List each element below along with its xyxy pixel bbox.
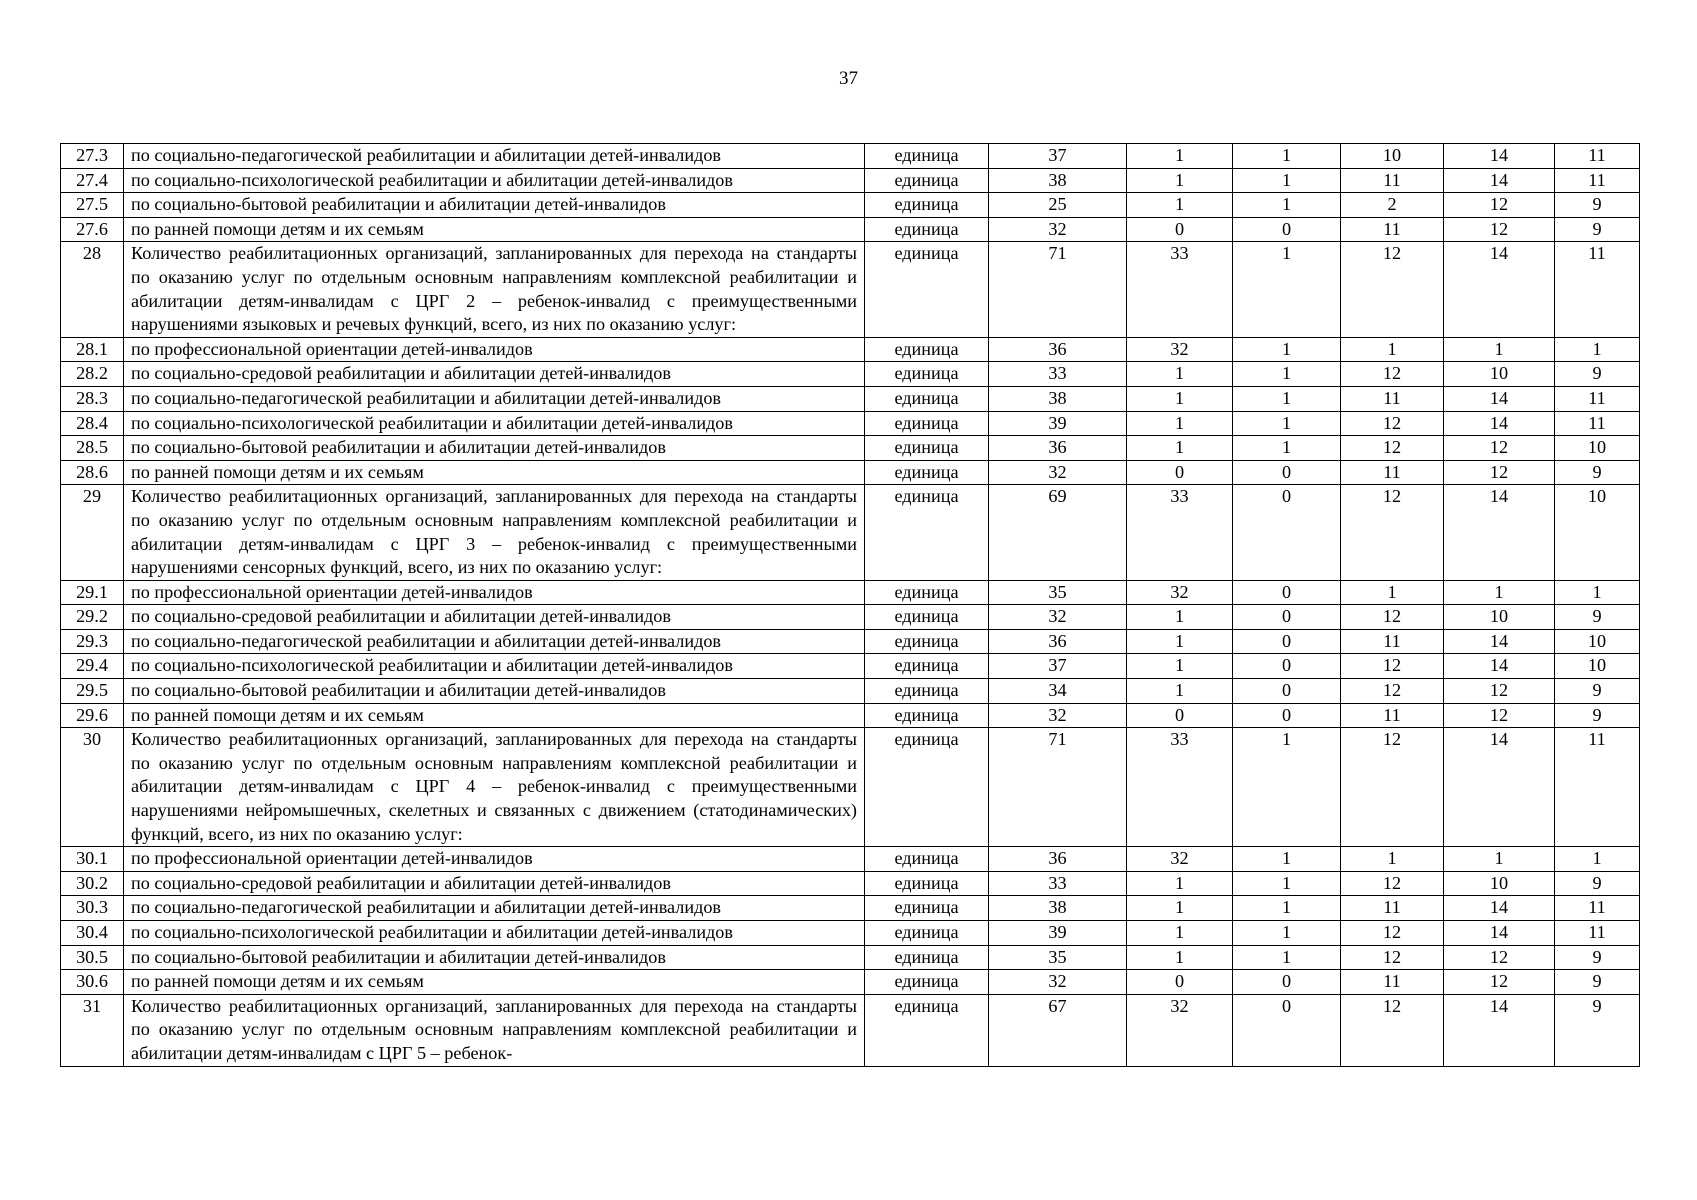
row-number: 29.5 xyxy=(61,679,124,704)
value-cell: 1 xyxy=(1233,896,1341,921)
value-cell: 1 xyxy=(1127,654,1233,679)
value-cell: 12 xyxy=(1341,728,1444,847)
row-number: 29 xyxy=(61,485,124,580)
table-row xyxy=(61,871,1640,896)
value-cell: 32 xyxy=(989,970,1127,995)
table-row xyxy=(61,728,1640,847)
table-row xyxy=(61,193,1640,218)
value-cell: 12 xyxy=(1341,411,1444,436)
unit-cell: единица xyxy=(865,629,989,654)
value-cell: 36 xyxy=(989,847,1127,872)
value-cell: 11 xyxy=(1341,217,1444,242)
value-cell: 12 xyxy=(1341,485,1444,580)
indicator-name: по ранней помощи детям и их семьям xyxy=(124,703,865,728)
value-cell: 32 xyxy=(1127,580,1233,605)
value-cell: 11 xyxy=(1555,411,1640,436)
value-cell: 1 xyxy=(1127,168,1233,193)
row-number: 30.6 xyxy=(61,970,124,995)
value-cell: 1 xyxy=(1233,144,1341,169)
row-number: 27.4 xyxy=(61,168,124,193)
value-cell: 67 xyxy=(989,994,1127,1066)
value-cell: 34 xyxy=(989,679,1127,704)
value-cell: 11 xyxy=(1555,921,1640,946)
row-number: 30.3 xyxy=(61,896,124,921)
row-number: 27.5 xyxy=(61,193,124,218)
value-cell: 0 xyxy=(1233,703,1341,728)
indicator-name: по социально-бытовой реабилитации и абилитации детей-инвалидов xyxy=(124,436,865,461)
value-cell: 1 xyxy=(1127,679,1233,704)
value-cell: 32 xyxy=(1127,994,1233,1066)
value-cell: 36 xyxy=(989,629,1127,654)
value-cell: 11 xyxy=(1555,242,1640,337)
value-cell: 0 xyxy=(1127,970,1233,995)
value-cell: 33 xyxy=(989,871,1127,896)
value-cell: 1 xyxy=(1233,921,1341,946)
indicator-name: по социально-психологической реабилитации и абилитации детей-инвалидов xyxy=(124,921,865,946)
row-number: 27.6 xyxy=(61,217,124,242)
unit-cell: единица xyxy=(865,168,989,193)
table-row xyxy=(61,654,1640,679)
value-cell: 1 xyxy=(1127,436,1233,461)
value-cell: 33 xyxy=(1127,242,1233,337)
value-cell: 1 xyxy=(1127,945,1233,970)
value-cell: 14 xyxy=(1444,168,1555,193)
value-cell: 32 xyxy=(989,460,1127,485)
value-cell: 1 xyxy=(1127,411,1233,436)
value-cell: 35 xyxy=(989,945,1127,970)
value-cell: 12 xyxy=(1341,242,1444,337)
value-cell: 14 xyxy=(1444,629,1555,654)
table-row xyxy=(61,580,1640,605)
unit-cell: единица xyxy=(865,485,989,580)
value-cell: 1 xyxy=(1127,144,1233,169)
value-cell: 11 xyxy=(1555,144,1640,169)
value-cell: 1 xyxy=(1233,193,1341,218)
value-cell: 25 xyxy=(989,193,1127,218)
value-cell: 10 xyxy=(1444,871,1555,896)
value-cell: 1 xyxy=(1341,337,1444,362)
indicator-name: по социально-средовой реабилитации и абилитации детей-инвалидов xyxy=(124,362,865,387)
value-cell: 11 xyxy=(1341,460,1444,485)
unit-cell: единица xyxy=(865,679,989,704)
value-cell: 71 xyxy=(989,728,1127,847)
row-number: 29.2 xyxy=(61,605,124,630)
row-number: 29.6 xyxy=(61,703,124,728)
indicator-name: Количество реабилитационных организаций, запланированных для перехода на стандарты по оказанию услуг по отдельным основным направлениям комплексной реабилитации и абилитации детям-инвалидам с ЦРГ 3 – ребенок-инвалид с преимущественными нарушениями сенсорных функций, всего, из них по оказанию услуг: xyxy=(124,485,865,580)
value-cell: 12 xyxy=(1444,970,1555,995)
value-cell: 1 xyxy=(1444,580,1555,605)
unit-cell: единица xyxy=(865,460,989,485)
value-cell: 37 xyxy=(989,654,1127,679)
table-row xyxy=(61,144,1640,169)
value-cell: 33 xyxy=(989,362,1127,387)
unit-cell: единица xyxy=(865,871,989,896)
unit-cell: единица xyxy=(865,580,989,605)
indicator-name: Количество реабилитационных организаций, запланированных для перехода на стандарты по оказанию услуг по отдельным основным направлениям комплексной реабилитации и абилитации детям-инвалидам с ЦРГ 2 – ребенок-инвалид с преимущественными нарушениями языковых и речевых функций, всего, из них по оказанию услуг: xyxy=(124,242,865,337)
value-cell: 32 xyxy=(989,605,1127,630)
table-row xyxy=(61,411,1640,436)
value-cell: 12 xyxy=(1341,871,1444,896)
unit-cell: единица xyxy=(865,945,989,970)
value-cell: 10 xyxy=(1341,144,1444,169)
value-cell: 14 xyxy=(1444,994,1555,1066)
row-number: 28.6 xyxy=(61,460,124,485)
unit-cell: единица xyxy=(865,847,989,872)
value-cell: 1 xyxy=(1233,847,1341,872)
value-cell: 0 xyxy=(1233,605,1341,630)
value-cell: 0 xyxy=(1233,629,1341,654)
indicator-name: по социально-средовой реабилитации и абилитации детей-инвалидов xyxy=(124,605,865,630)
value-cell: 14 xyxy=(1444,144,1555,169)
value-cell: 32 xyxy=(989,217,1127,242)
value-cell: 11 xyxy=(1341,386,1444,411)
unit-cell: единица xyxy=(865,605,989,630)
value-cell: 12 xyxy=(1341,994,1444,1066)
value-cell: 9 xyxy=(1555,945,1640,970)
value-cell: 1 xyxy=(1341,847,1444,872)
page-number: 37 xyxy=(839,68,858,89)
value-cell: 1 xyxy=(1127,896,1233,921)
row-number: 27.3 xyxy=(61,144,124,169)
value-cell: 12 xyxy=(1341,921,1444,946)
indicator-name: по социально-бытовой реабилитации и абилитации детей-инвалидов xyxy=(124,679,865,704)
indicator-name: по социально-психологической реабилитации и абилитации детей-инвалидов xyxy=(124,654,865,679)
value-cell: 35 xyxy=(989,580,1127,605)
unit-cell: единица xyxy=(865,386,989,411)
row-number: 30.4 xyxy=(61,921,124,946)
value-cell: 0 xyxy=(1233,485,1341,580)
value-cell: 14 xyxy=(1444,654,1555,679)
value-cell: 1 xyxy=(1444,847,1555,872)
value-cell: 11 xyxy=(1341,896,1444,921)
unit-cell: единица xyxy=(865,193,989,218)
indicator-name: по социально-педагогической реабилитации и абилитации детей-инвалидов xyxy=(124,144,865,169)
indicator-name: по социально-средовой реабилитации и абилитации детей-инвалидов xyxy=(124,871,865,896)
value-cell: 0 xyxy=(1127,217,1233,242)
unit-cell: единица xyxy=(865,896,989,921)
value-cell: 71 xyxy=(989,242,1127,337)
value-cell: 0 xyxy=(1233,580,1341,605)
indicator-name: Количество реабилитационных организаций, запланированных для перехода на стандарты по оказанию услуг по отдельным основным направлениям комплексной реабилитации и абилитации детям-инвалидам с ЦРГ 4 – ребенок-инвалид с преимущественными нарушениями нейромышечных, скелетных и связанных с движением (статодинамических) функций, всего, из них по оказанию услуг: xyxy=(124,728,865,847)
row-number: 30.1 xyxy=(61,847,124,872)
value-cell: 1 xyxy=(1233,386,1341,411)
value-cell: 69 xyxy=(989,485,1127,580)
value-cell: 10 xyxy=(1444,605,1555,630)
table-row xyxy=(61,629,1640,654)
indicator-name: по профессиональной ориентации детей-инвалидов xyxy=(124,847,865,872)
value-cell: 12 xyxy=(1444,703,1555,728)
row-number: 30 xyxy=(61,728,124,847)
value-cell: 14 xyxy=(1444,386,1555,411)
value-cell: 11 xyxy=(1555,728,1640,847)
value-cell: 1 xyxy=(1444,337,1555,362)
row-number: 30.5 xyxy=(61,945,124,970)
value-cell: 36 xyxy=(989,337,1127,362)
table-row xyxy=(61,605,1640,630)
row-number: 29.4 xyxy=(61,654,124,679)
unit-cell: единица xyxy=(865,728,989,847)
value-cell: 1 xyxy=(1555,580,1640,605)
indicator-name: по ранней помощи детям и их семьям xyxy=(124,217,865,242)
value-cell: 9 xyxy=(1555,605,1640,630)
value-cell: 12 xyxy=(1444,193,1555,218)
value-cell: 1 xyxy=(1233,168,1341,193)
table-row xyxy=(61,679,1640,704)
value-cell: 1 xyxy=(1127,605,1233,630)
value-cell: 14 xyxy=(1444,242,1555,337)
unit-cell: единица xyxy=(865,703,989,728)
value-cell: 39 xyxy=(989,411,1127,436)
unit-cell: единица xyxy=(865,362,989,387)
value-cell: 39 xyxy=(989,921,1127,946)
value-cell: 14 xyxy=(1444,921,1555,946)
value-cell: 0 xyxy=(1127,703,1233,728)
table-row xyxy=(61,436,1640,461)
value-cell: 1 xyxy=(1127,386,1233,411)
table-row xyxy=(61,337,1640,362)
table-row xyxy=(61,485,1640,580)
table-row xyxy=(61,386,1640,411)
row-number: 31 xyxy=(61,994,124,1066)
value-cell: 14 xyxy=(1444,896,1555,921)
value-cell: 12 xyxy=(1444,679,1555,704)
unit-cell: единица xyxy=(865,921,989,946)
table-row xyxy=(61,847,1640,872)
table-row xyxy=(61,896,1640,921)
value-cell: 1 xyxy=(1127,921,1233,946)
value-cell: 1 xyxy=(1555,847,1640,872)
value-cell: 0 xyxy=(1233,679,1341,704)
value-cell: 0 xyxy=(1127,460,1233,485)
value-cell: 14 xyxy=(1444,485,1555,580)
unit-cell: единица xyxy=(865,144,989,169)
value-cell: 9 xyxy=(1555,703,1640,728)
table-row xyxy=(61,703,1640,728)
value-cell: 36 xyxy=(989,436,1127,461)
table-row xyxy=(61,994,1640,1066)
value-cell: 1 xyxy=(1233,945,1341,970)
value-cell: 0 xyxy=(1233,217,1341,242)
indicator-name: по социально-бытовой реабилитации и абилитации детей-инвалидов xyxy=(124,945,865,970)
indicator-name: по социально-психологической реабилитации и абилитации детей-инвалидов xyxy=(124,411,865,436)
indicators-table xyxy=(60,143,1640,1067)
value-cell: 32 xyxy=(1127,847,1233,872)
value-cell: 12 xyxy=(1341,605,1444,630)
indicator-name: по социально-педагогической реабилитации и абилитации детей-инвалидов xyxy=(124,386,865,411)
value-cell: 0 xyxy=(1233,994,1341,1066)
value-cell: 0 xyxy=(1233,970,1341,995)
value-cell: 2 xyxy=(1341,193,1444,218)
value-cell: 11 xyxy=(1341,970,1444,995)
value-cell: 10 xyxy=(1555,654,1640,679)
row-number: 29.3 xyxy=(61,629,124,654)
value-cell: 0 xyxy=(1233,654,1341,679)
table-body xyxy=(61,144,1640,1067)
value-cell: 1 xyxy=(1127,193,1233,218)
value-cell: 10 xyxy=(1444,362,1555,387)
value-cell: 1 xyxy=(1127,362,1233,387)
value-cell: 38 xyxy=(989,386,1127,411)
row-number: 28.4 xyxy=(61,411,124,436)
value-cell: 1 xyxy=(1233,362,1341,387)
value-cell: 1 xyxy=(1233,411,1341,436)
value-cell: 11 xyxy=(1341,703,1444,728)
value-cell: 9 xyxy=(1555,970,1640,995)
unit-cell: единица xyxy=(865,994,989,1066)
table-row xyxy=(61,970,1640,995)
value-cell: 32 xyxy=(989,703,1127,728)
value-cell: 12 xyxy=(1341,436,1444,461)
row-number: 30.2 xyxy=(61,871,124,896)
indicator-name: по социально-педагогической реабилитации и абилитации детей-инвалидов xyxy=(124,896,865,921)
value-cell: 0 xyxy=(1233,460,1341,485)
value-cell: 33 xyxy=(1127,728,1233,847)
indicator-name: по социально-психологической реабилитации и абилитации детей-инвалидов xyxy=(124,168,865,193)
indicator-name: Количество реабилитационных организаций, запланированных для перехода на стандарты по оказанию услуг по отдельным основным направлениям комплексной реабилитации и абилитации детям-инвалидам с ЦРГ 5 – ребенок- xyxy=(124,994,865,1066)
value-cell: 1 xyxy=(1127,871,1233,896)
unit-cell: единица xyxy=(865,970,989,995)
value-cell: 10 xyxy=(1555,485,1640,580)
value-cell: 12 xyxy=(1444,460,1555,485)
indicator-name: по социально-бытовой реабилитации и абилитации детей-инвалидов xyxy=(124,193,865,218)
value-cell: 14 xyxy=(1444,728,1555,847)
value-cell: 1 xyxy=(1233,871,1341,896)
value-cell: 11 xyxy=(1555,896,1640,921)
unit-cell: единица xyxy=(865,337,989,362)
value-cell: 9 xyxy=(1555,460,1640,485)
table-row xyxy=(61,242,1640,337)
value-cell: 14 xyxy=(1444,411,1555,436)
value-cell: 12 xyxy=(1341,679,1444,704)
value-cell: 12 xyxy=(1341,362,1444,387)
value-cell: 33 xyxy=(1127,485,1233,580)
unit-cell: единица xyxy=(865,217,989,242)
value-cell: 32 xyxy=(1127,337,1233,362)
value-cell: 11 xyxy=(1555,168,1640,193)
value-cell: 10 xyxy=(1555,436,1640,461)
value-cell: 12 xyxy=(1444,945,1555,970)
table-row xyxy=(61,217,1640,242)
value-cell: 38 xyxy=(989,896,1127,921)
value-cell: 38 xyxy=(989,168,1127,193)
table-row xyxy=(61,921,1640,946)
table-row xyxy=(61,362,1640,387)
row-number: 29.1 xyxy=(61,580,124,605)
unit-cell: единица xyxy=(865,436,989,461)
indicator-name: по ранней помощи детям и их семьям xyxy=(124,970,865,995)
value-cell: 12 xyxy=(1444,436,1555,461)
value-cell: 12 xyxy=(1341,654,1444,679)
value-cell: 10 xyxy=(1555,629,1640,654)
row-number: 28.3 xyxy=(61,386,124,411)
value-cell: 1 xyxy=(1233,728,1341,847)
value-cell: 9 xyxy=(1555,193,1640,218)
row-number: 28.5 xyxy=(61,436,124,461)
unit-cell: единица xyxy=(865,654,989,679)
value-cell: 12 xyxy=(1444,217,1555,242)
table-row xyxy=(61,460,1640,485)
unit-cell: единица xyxy=(865,242,989,337)
row-number: 28.2 xyxy=(61,362,124,387)
value-cell: 11 xyxy=(1341,629,1444,654)
indicator-name: по профессиональной ориентации детей-инвалидов xyxy=(124,337,865,362)
value-cell: 9 xyxy=(1555,679,1640,704)
value-cell: 9 xyxy=(1555,871,1640,896)
value-cell: 9 xyxy=(1555,362,1640,387)
indicator-name: по профессиональной ориентации детей-инвалидов xyxy=(124,580,865,605)
value-cell: 1 xyxy=(1233,337,1341,362)
value-cell: 9 xyxy=(1555,994,1640,1066)
row-number: 28.1 xyxy=(61,337,124,362)
unit-cell: единица xyxy=(865,411,989,436)
indicator-name: по социально-педагогической реабилитации и абилитации детей-инвалидов xyxy=(124,629,865,654)
table-row xyxy=(61,945,1640,970)
row-number: 28 xyxy=(61,242,124,337)
value-cell: 12 xyxy=(1341,945,1444,970)
value-cell: 1 xyxy=(1127,629,1233,654)
value-cell: 1 xyxy=(1341,580,1444,605)
value-cell: 11 xyxy=(1341,168,1444,193)
value-cell: 1 xyxy=(1555,337,1640,362)
value-cell: 9 xyxy=(1555,217,1640,242)
indicator-name: по ранней помощи детям и их семьям xyxy=(124,460,865,485)
value-cell: 1 xyxy=(1233,242,1341,337)
value-cell: 1 xyxy=(1233,436,1341,461)
value-cell: 37 xyxy=(989,144,1127,169)
table-row xyxy=(61,168,1640,193)
value-cell: 11 xyxy=(1555,386,1640,411)
